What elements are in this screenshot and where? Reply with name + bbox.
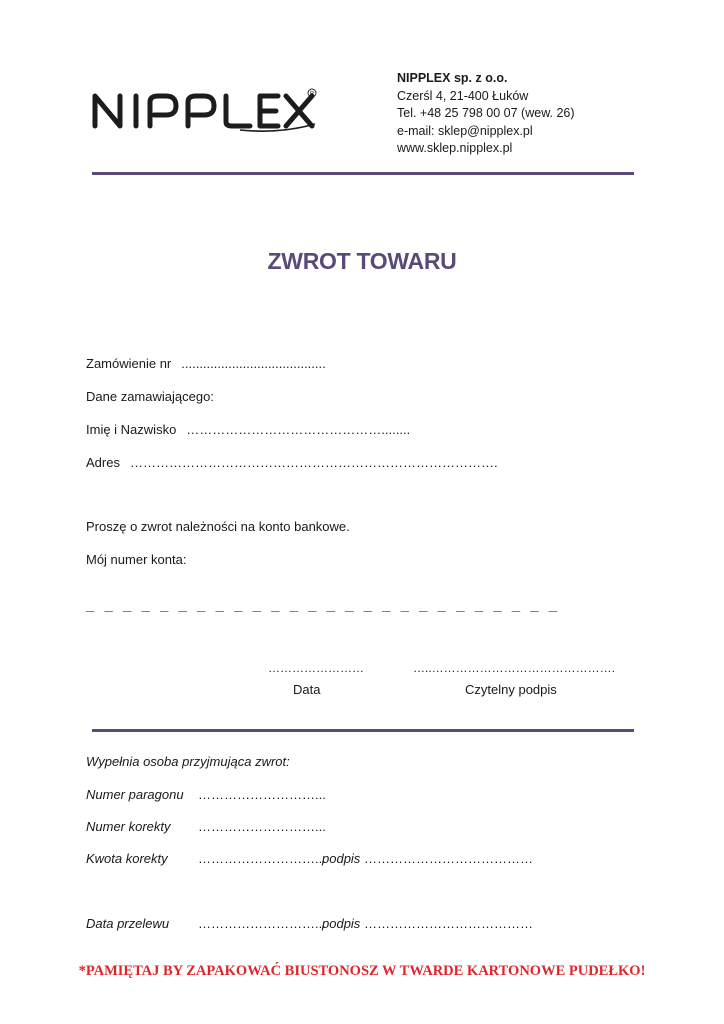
signature2-dots[interactable]: …………………………………	[364, 916, 533, 931]
signature1-label: podpis	[322, 851, 361, 866]
receipt-number-label: Numer paragonu	[86, 787, 184, 802]
account-number-field[interactable]: _ _ _ _ _ _ _ _ _ _ _ _ _ _ _ _ _ _ _ _ _ _ _ _ _ _	[86, 597, 561, 614]
account-label: Mój numer konta:	[86, 552, 187, 567]
packaging-warning: *PAMIĘTAJ BY ZAPAKOWAĆ BIUSTONOSZ W TWARDE KARTONOWE PUDEŁKO!	[78, 963, 646, 979]
receipt-number-dots[interactable]: ………………………...	[198, 787, 326, 802]
signature2-label: podpis	[322, 916, 361, 931]
nipplex-logo	[90, 88, 322, 134]
address-label: Adres	[86, 455, 120, 470]
transfer-date-dots[interactable]: ………………………...	[198, 916, 326, 931]
company-address: Czerśl 4, 21-400 Łuków	[397, 88, 529, 103]
date-dots[interactable]: ……………………	[268, 661, 364, 675]
staff-section-heading: Wypełnia osoba przyjmująca zwrot:	[86, 754, 290, 769]
customer-data-label: Dane zamawiającego:	[86, 389, 214, 404]
correction-amount-dots[interactable]: ………………………...	[198, 851, 326, 866]
name-label: Imię i Nazwisko	[86, 422, 177, 437]
company-contact	[397, 70, 575, 158]
date-label: Data	[293, 682, 321, 697]
order-number-field[interactable]	[86, 356, 326, 371]
company-name: NIPPLEX sp. z o.o.	[397, 71, 508, 85]
address-dots: ………………………………………………………………………….	[129, 455, 498, 470]
refund-request-text: Proszę o zwrot należności na konto bankowe.	[86, 519, 350, 534]
name-dots: ………………………………………........	[186, 422, 411, 437]
correction-number-label: Numer korekty	[86, 819, 171, 834]
company-email: e-mail: sklep@nipplex.pl	[397, 123, 533, 138]
order-number-dots: ........................................	[181, 356, 326, 371]
header-divider	[92, 172, 634, 175]
transfer-date-label: Data przelewu	[86, 916, 170, 931]
signature1-dots[interactable]: …………………………………	[364, 851, 533, 866]
section-divider	[92, 729, 634, 732]
signature-dots[interactable]: …..……………………………………….	[413, 661, 616, 675]
name-field[interactable]	[86, 422, 410, 437]
svg-text:R: R	[309, 91, 315, 98]
order-number-label: Zamówienie nr	[86, 356, 172, 371]
company-website: www.sklep.nipplex.pl	[397, 141, 513, 155]
signature-label: Czytelny podpis	[465, 682, 557, 697]
correction-number-dots[interactable]: ………………………...	[198, 819, 326, 834]
correction-amount-label: Kwota korekty	[86, 851, 168, 866]
page-title: ZWROT TOWARU	[267, 248, 457, 274]
company-phone: Tel. +48 25 798 00 07 (wew. 26)	[397, 106, 575, 120]
address-field[interactable]	[86, 455, 498, 470]
